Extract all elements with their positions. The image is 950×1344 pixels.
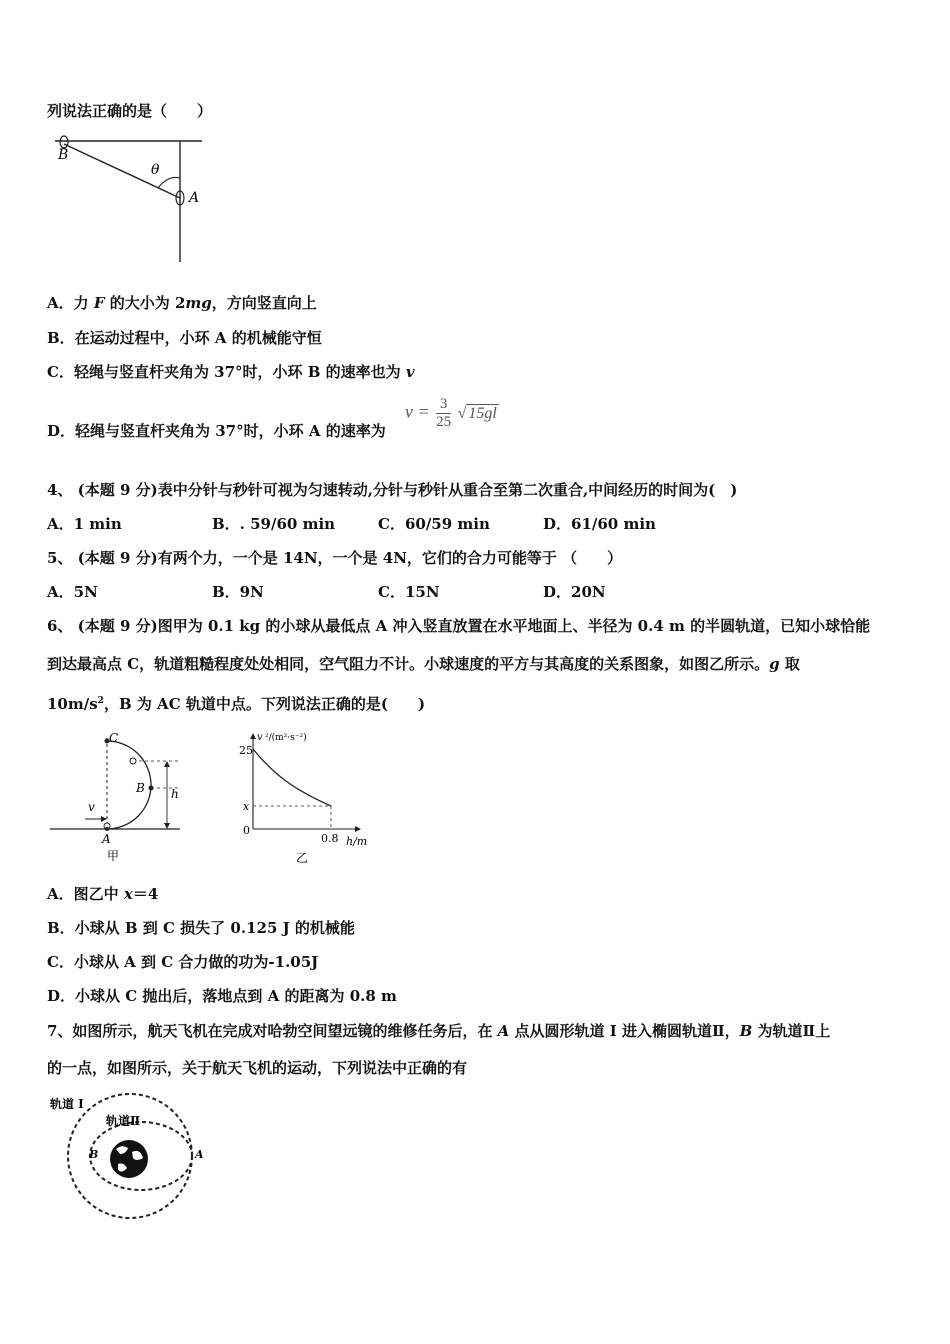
fig2-caption: 乙 (296, 851, 309, 865)
fig-label-a: A (189, 190, 200, 206)
q3-option-c: C．轻绳与竖直杆夹角为 37°时，小环 B 的速率也为 v (47, 363, 415, 381)
fig2-origin: 0 (243, 824, 250, 837)
label-point-b: B (89, 1148, 99, 1161)
fig1-label-h: h (171, 787, 179, 801)
q7-orbit-figure (48, 1092, 218, 1242)
q6-stem-line3: $10m/s^2$，B 为 AC 轨道中点。下列说法正确的是( ) (47, 695, 426, 713)
fig1-label-a: A (102, 832, 111, 846)
label-orbit-1: 轨道 I (50, 1097, 84, 1111)
label-point-a: A (195, 1148, 204, 1161)
q5-option-c: C．15N (378, 583, 440, 601)
q4-stem: 4、 (本题 9 分)表中分针与秒针可视为匀速转动,分针与秒针从重合至第二次重合,中间经历的时间为( ) (47, 481, 738, 499)
q6-option-a: A．图乙中 x＝4 (47, 885, 159, 903)
label-orbit-2: 轨道Ⅱ (106, 1114, 141, 1128)
fig-label-theta: θ (151, 162, 160, 178)
q4-option-b: B．. 59/60 min (212, 515, 336, 533)
fig2-x-tick: 0.8 (321, 832, 339, 845)
q3-option-a: A．力 F 的大小为 2mg，方向竖直向上 (47, 294, 317, 312)
q7-stem-line2: 的一点，如图所示，关于航天飞机的运动，下列说法中正确的有 (47, 1059, 468, 1077)
q6-option-d: D．小球从 C 抛出后，落地点到 A 的距离为 0.8 m (47, 987, 397, 1005)
q3-option-d: D．轻绳与竖直杆夹角为 37°时，小环 A 的速率为 (47, 422, 386, 440)
fig2-ylabel-units: ²/(m²·s⁻²) (265, 733, 307, 743)
fig1-label-b: B (136, 781, 145, 795)
q3-option-d-formula: v = $\frac{3}{25}$ √ 15gl (405, 396, 497, 430)
q3-option-b: B．在运动过程中，小环 A 的机械能守恒 (47, 329, 322, 347)
q6-option-b: B．小球从 B 到 C 损失了 0.125 J 的机械能 (47, 919, 355, 937)
q4-option-d: D．61/60 min (543, 515, 656, 533)
q4-option-c: C．60/59 min (378, 515, 490, 533)
fig-label-b: B (58, 147, 69, 163)
q4-option-a: A．1 min (47, 515, 122, 533)
q5-option-b: B．9N (212, 583, 264, 601)
fig2-y-tick-25: 25 (239, 744, 253, 757)
q7-stem-line1: 7、如图所示，航天飞机在完成对哈勃空间望远镜的维修任务后，在 A 点从圆形轨道 I 进入椭圆轨道Ⅱ，B 为轨道Ⅱ上 (47, 1022, 831, 1040)
q6-figure-yi (235, 728, 385, 868)
fig1-label-v: v (88, 800, 95, 814)
fig1-caption: 甲 (107, 849, 120, 863)
q5-option-d: D．20N (543, 583, 606, 601)
fig2-ylabel-v: v (257, 732, 263, 743)
fig2-xlabel: h/m (346, 835, 368, 848)
q5-stem: 5、 (本题 9 分)有两个力，一个是 14N，一个是 4N，它们的合力可能等于 （ ） (47, 549, 623, 567)
q3-stem-tail: 列说法正确的是（ ） (47, 102, 213, 120)
q6-figure-jia (50, 730, 200, 865)
q6-option-c: C．小球从 A 到 C 合力做的功为-1.05J (47, 953, 319, 971)
q6-stem-line1: 6、 (本题 9 分)图甲为 0.1 kg 的小球从最低点 A 冲入竖直放置在水平地面上、半径为 0.4 m 的半圆轨道，已知小球恰能 (47, 617, 871, 635)
fig2-y-tick-x: x (243, 800, 250, 813)
q6-stem-line2: 到达最高点 C，轨道粗糙程度处处相同，空气阻力不计。小球速度的平方与其高度的关系图象，如图乙所示。g 取 (47, 655, 800, 673)
fig1-label-c: C (109, 731, 119, 745)
q5-option-a: A．5N (47, 583, 98, 601)
q3-figure (50, 130, 210, 270)
